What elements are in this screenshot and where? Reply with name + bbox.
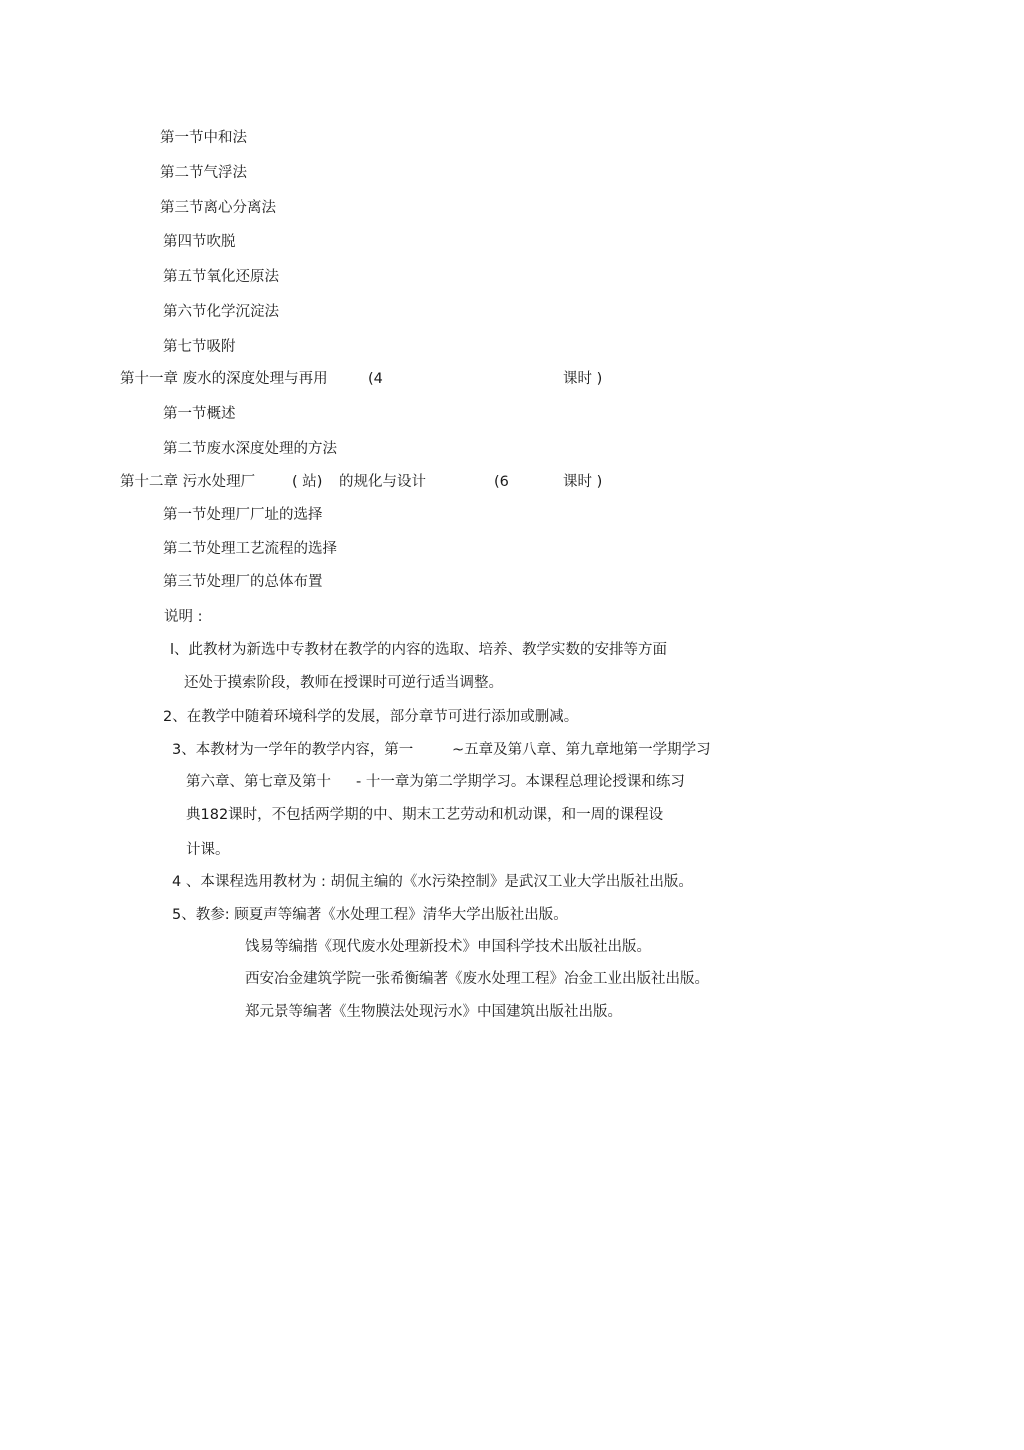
chapter-12-title-a: 第十二章 污水处理厂 [120,474,256,490]
note-5-line-4: 郑元景等编著《生物膜法处现污水》中国建筑出版社出版。 [245,1004,622,1020]
chapter-11-section-1: 第一节概述 [163,406,236,422]
section-5-redox: 第五节氧化还原法 [163,269,279,285]
section-3-centrifugal: 第三节离心分离法 [160,200,276,216]
chapter-12-section-2: 第二节处理工艺流程的选择 [163,541,337,557]
note-3-line-3: 典182课时，不包括两学期的中、期末工艺劳动和机动课，和一周的课程设 [186,807,664,823]
chapter-12-hours-close: 课时 ) [563,474,603,490]
chapter-11-title: 第十一章 废水的深度处理与再用 [120,371,328,387]
note-1-line-2: 还处于摸索阶段，教师在授课时可逆行适当调整。 [184,675,503,691]
note-3-line-2b: - 十一章为第二学期学习。本课程总理论授课和练习 [356,774,685,790]
note-3-line-1a: 3、本教材为一学年的教学内容，第一 [172,742,414,758]
note-5-line-1: 5、教参: 顾夏声等编著《水处理工程》清华大学出版社出版。 [172,907,568,923]
section-2-flotation: 第二节气浮法 [160,165,247,181]
chapter-12-section-1: 第一节处理厂厂址的选择 [163,507,323,523]
note-1-line-1: l、此教材为新选中专教材在教学的内容的选取、培养、教学实数的安排等方面 [170,642,668,658]
note-5-line-3: 西安冶金建筑学院一张希衡编著《废水处理工程》冶金工业出版社出版。 [245,971,709,987]
note-5-line-2: 饯易等编揩《现代废水处理新投术》申国科学技术出版社出版。 [245,939,651,955]
chapter-11-hours-open: (4 [368,371,383,387]
chapter-12-section-3: 第三节处理厂的总体布置 [163,574,323,590]
note-2: 2、在教学中随着环境科学的发展，部分章节可进行添加或删减。 [163,709,579,725]
section-4-stripping: 第四节吹脱 [163,234,236,250]
note-4: 4 、本课程选用教材为 : 胡侃主编的《水污染控制》是武汉工业大学出版社出版。 [172,874,693,890]
chapter-12-hours-open: (6 [494,474,509,490]
section-7-adsorption: 第七节吸附 [163,339,236,355]
note-3-line-1b: ~五章及第八章、第九章地第一学期学习 [452,742,711,758]
section-1-neutralization: 第一节中和法 [160,130,247,146]
note-3-line-4: 计课。 [186,842,230,858]
section-6-precipitation: 第六节化学沉淀法 [163,304,279,320]
chapter-11-section-2: 第二节废水深度处理的方法 [163,441,337,457]
chapter-12-title-c: 的规化与设计 [339,474,426,490]
note-3-line-2a: 第六章、第七章及第十 [186,774,331,790]
chapter-11-hours-close: 课时 ) [563,371,603,387]
chapter-12-title-b: ( 站) [292,474,323,490]
notes-heading: 说明 : [164,609,203,625]
